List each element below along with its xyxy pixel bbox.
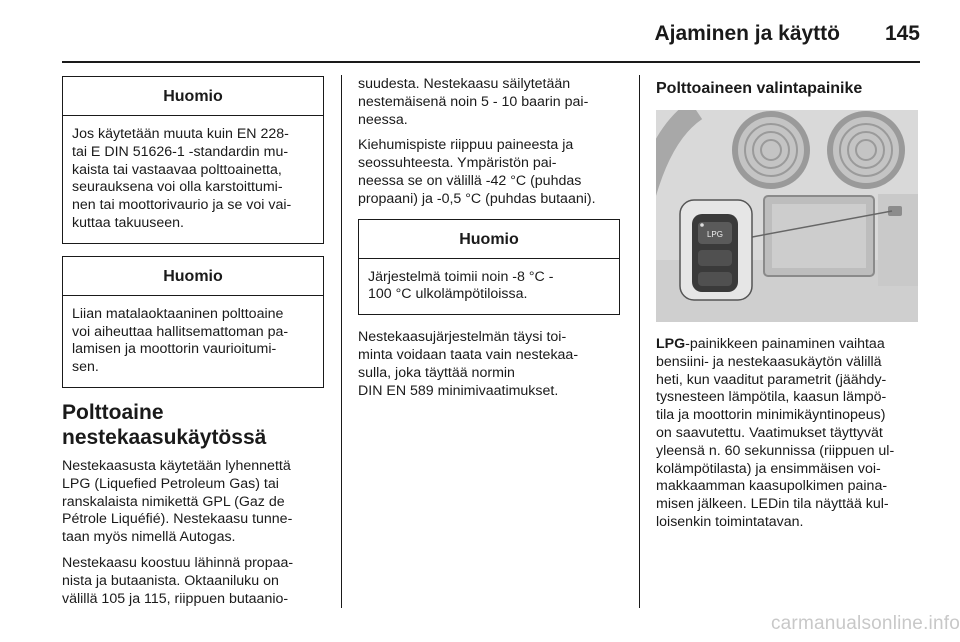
paragraph-lpg-button [656, 336, 918, 532]
note-heading: Huomio [359, 220, 619, 259]
column-1 [62, 76, 324, 616]
text-line: Liian matalaoktaaninen polttoaine [72, 305, 284, 322]
text-line: neessa. [358, 111, 408, 128]
text-line: taan myös nimellä Autogas. [62, 529, 236, 546]
subheading-fuel-selector: Polttoaineen valintapainike [656, 80, 863, 97]
section-title-line: Polttoaine [62, 400, 164, 424]
text-line: sen. [72, 359, 99, 376]
text-line: Järjestelmä toimii noin -8 °C - [368, 268, 554, 285]
text-line: neessa se on välillä -42 °C (puhdas [358, 172, 582, 189]
text-line: Nestekaasujärjestelmän täysi toi- [358, 329, 567, 346]
text-line: ranskalaista nimikettä GPL (Gaz de [62, 493, 285, 510]
text-line: seossuhteesta. Ympäristön pai- [358, 155, 557, 172]
text-line: välillä 105 ja 115, riippuen butaanio- [62, 590, 289, 607]
text-line: LPG (Liquefied Petroleum Gas) tai [62, 475, 279, 492]
text-line: yleensä n. 60 sekunnissa (riippuen ul- [656, 442, 895, 459]
text-line: nista ja butaanista. Oktaaniluku on [62, 572, 279, 589]
text-line: on saavutettu. Vaatimukset täyttyvät [656, 424, 883, 441]
text-line: propaani) ja -0,5 °C (puhdas butaani). [358, 190, 596, 207]
note-box-fuel-standard [62, 76, 324, 244]
text-line: kaista tai vastaavaa polttoainetta, [72, 161, 282, 178]
text-line: heti, kun vaaditut parametrit (jäähdy- [656, 371, 887, 388]
text-line: Pétrole Liquéfié). Nestekaasu tunne- [62, 511, 293, 528]
note-box-temperature [358, 219, 620, 316]
text-line: DIN EN 589 minimivaatimukset. [358, 382, 559, 399]
text-line: nen tai moottorivaurio ja se voi vai- [72, 197, 292, 214]
note-body [63, 116, 323, 243]
text-line: tai E DIN 51626-1 -standardin mu- [72, 143, 289, 160]
text-line: tysnesteen lämpötila, kaasun lämpö- [656, 389, 887, 406]
paragraph-lpg-intro [62, 458, 324, 547]
text-fragment: -painikkeen painaminen vaihtaa [685, 336, 885, 352]
note-body [359, 259, 619, 315]
text-line: loisenkin toimintatavan. [656, 513, 804, 530]
note-heading: Huomio [63, 77, 323, 116]
text-line: bensiini- ja nestekaasukäytön välillä [656, 353, 882, 370]
column-3 [656, 76, 918, 540]
section-title-line: nestekaasukäytössä [62, 425, 267, 449]
text-line [656, 336, 918, 354]
text-line: Kiehumispiste riippuu paineesta ja [358, 137, 574, 154]
text-line: Jos käytetään muuta kuin EN 228- [72, 126, 289, 142]
watermark: carmanualsonline.info [770, 613, 960, 634]
text-line: tila ja moottorin minimikäyntinopeus) [656, 407, 886, 424]
page-number: 145 [884, 22, 920, 45]
paragraph-pressure [358, 76, 620, 129]
lpg-button-label: LPG [706, 230, 724, 239]
header-rule [62, 61, 920, 63]
dashboard-illustration [656, 110, 918, 322]
paragraph-lpg-composition [62, 555, 324, 608]
section-title [62, 400, 324, 450]
text-line: nestemäisenä noin 5 - 10 baarin pai- [358, 93, 589, 110]
text-line: misen jälkeen. LEDin tila näyttää kul- [656, 496, 889, 513]
note-heading: Huomio [63, 257, 323, 296]
text-line: kuttaa takuuseen. [72, 214, 185, 231]
text-line: minta voidaan taata vain nestekaa- [358, 346, 579, 363]
text-line: sulla, joka täyttää normin [358, 364, 515, 381]
note-body [63, 296, 323, 387]
text-line: 100 °C ulkolämpötiloissa. [368, 286, 528, 303]
text-line: makkaamman kaasupolkimen paina- [656, 478, 888, 495]
lpg-term: LPG [656, 336, 686, 352]
page-header-title: Ajaminen ja käyttö [654, 22, 840, 45]
column-2 [358, 76, 620, 408]
column-divider-2 [639, 75, 640, 608]
text-line: Nestekaasu koostuu lähinnä propaa- [62, 554, 294, 571]
column-divider-1 [341, 75, 342, 608]
text-line: kolämpötilasta) ja ensimmäisen voi- [656, 460, 881, 477]
text-line: Nestekaasusta käytetään lyhennettä [62, 457, 291, 474]
paragraph-boiling-point [358, 137, 620, 208]
text-line: lamisen ja moottorin vaurioitumi- [72, 341, 277, 358]
text-line: suudesta. Nestekaasu säilytetään [358, 76, 571, 92]
note-box-octane [62, 256, 324, 388]
paragraph-system-function [358, 329, 620, 400]
text-line: seurauksena voi olla karstoittumi- [72, 179, 283, 196]
text-line: voi aiheuttaa hallitsemattoman pa- [72, 323, 289, 340]
